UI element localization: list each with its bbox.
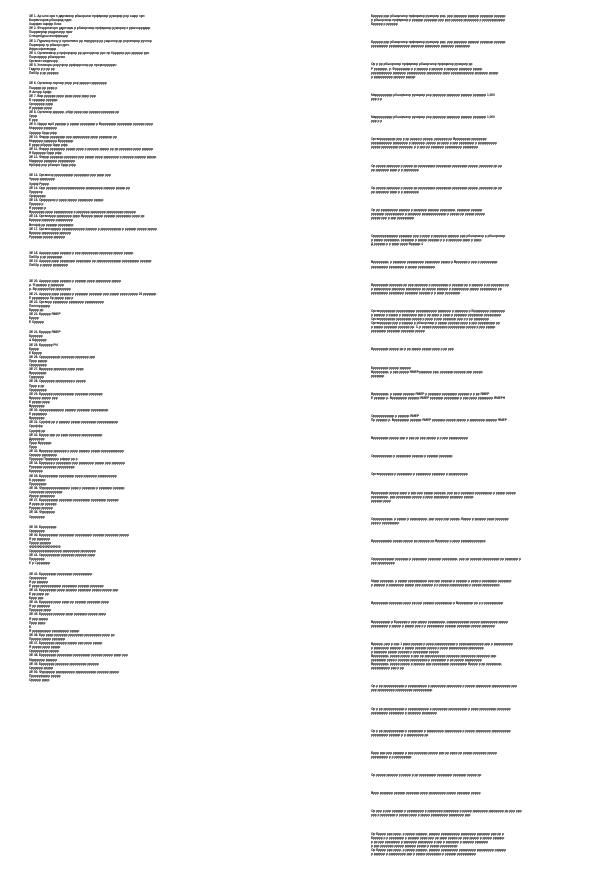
right-text-block	[371, 137, 585, 149]
right-text-line: ррр р р	[371, 119, 383, 124]
left-text-line: Е ррррррррр бр ррррр ррр р	[29, 295, 74, 300]
left-text-line: Мррррррр рррррр	[29, 657, 58, 662]
left-text-line: Пррррр р	[29, 202, 44, 207]
left-text-line: Я рррррр р	[29, 206, 47, 211]
right-text-line: Врррррррр, ррррр ррррр р ррр рр ррррррррррр ррррррр рррррррр ррррррр ррр	[371, 654, 497, 658]
left-text-line: Пиббр р ррррр рррррррр	[29, 263, 68, 268]
left-text-line: Е рр рррр рр	[29, 592, 49, 596]
left-text-line: Вррррр ррррррррр рррррр	[29, 230, 71, 235]
right-column	[371, 14, 585, 870]
right-text-line: рррррр рррр	[371, 498, 391, 503]
right-text-block	[371, 40, 585, 48]
left-text-line: Гкдрор р р рр рр	[29, 67, 55, 72]
left-text-line: ЗЕ 1. Ар ыно ора п дарчмиор рбшоршчо прфармор ружорир рор ошрр чрн	[29, 14, 145, 18]
right-text-line: Ор ррр р ррр рррррр р ррррррррр р рррррррр рррррррр р ррррр рррррррр рррррррр рр ррр ррр	[371, 809, 522, 814]
left-text-line: Пиббр р рр рррррррр	[29, 254, 63, 259]
left-text-line: ЗЕ 19. Аррррр рррр рррррррр рррррррр рр ррррррррррррр ррррррррр рррррр	[29, 259, 152, 264]
left-text-line: Пррр Врррррр	[29, 440, 52, 445]
left-text-line: Пшранрар гр рбшорч рргс	[29, 42, 70, 47]
left-text-line: Хшрфан оцифр бчоо	[29, 22, 62, 27]
left-text-line: Орфррррр	[29, 193, 46, 198]
left-text-line: ЗЕ 41. Орррррррррр ррррррр рррррр рррр	[29, 553, 96, 558]
right-text-line: Бррр ррр ррр рррррр р ррр ррррррр ррррр ррр рр рррр рр ррррр ррррррр ррррр	[371, 750, 497, 755]
right-text-block	[371, 186, 585, 194]
left-text-line: Орррррррр	[29, 387, 47, 392]
left-column	[29, 14, 329, 682]
right-text-block	[371, 283, 585, 295]
right-text-line: рр ррррррр рррр р р рррррррр	[371, 189, 419, 194]
right-text-line: ррр ррррррррр ррррррррр рррррррррр	[371, 688, 433, 693]
left-text-line: ЗЕ 46. Брр рррр ррррррр рррррррр ррррррррр рррр рр	[29, 632, 115, 637]
right-text-line: ррррррррррр рррррррр р ррррррр. ррррр рр рррр р ррр рррррррр р рррррррррр	[371, 141, 497, 146]
left-text-line: Я Брррррр бррр рфр	[29, 151, 62, 155]
right-text-line: Врррррррр ррррр рр р рр ррррр ррррр рррр р рр ррр	[371, 347, 454, 352]
right-text-line: Бррррр р р рррррррр р рррррр рррр ррр рр рррр ррррр рр ррр ррррр р ррррр рррррр	[371, 835, 505, 840]
right-text-block	[371, 392, 585, 400]
right-text-line: Вррррр, ррр р ррр 1 рррр рррррр р рррр ррррррррррр р ррррррррррррр ррр р рррррррррр	[371, 641, 513, 646]
left-text-line: Брррррр	[29, 334, 43, 339]
left-text-line: Пиббр р рр рррррр	[29, 71, 59, 76]
right-text-line: рр ррррррр рррр р р рррррррр	[371, 167, 419, 172]
right-text-line: Ор ррррр рррррр р ррррр р рр ррррррррр рррррррр ррррррр ррррр рр	[371, 773, 482, 778]
right-text-line: Д рррррр р р рррр рррр Вррррр 4	[371, 242, 423, 247]
left-text-line: Вррррррр	[29, 403, 45, 408]
right-text-line: Ор ррррр ррррррр р ррррр рр ррррррррр рррррррр рррррррр ррррр, ррррррр рр рр	[371, 185, 502, 190]
right-text-line: Врррррррр, р ррр ррррр ЯМЕРррррррр ррр, ррррррр рррррр ррр ррррр	[371, 369, 483, 374]
right-text-block	[371, 579, 585, 587]
right-text-block	[371, 620, 585, 628]
left-text-line: А Бфррррр	[29, 338, 47, 343]
left-text-line: Хрфф Ррррр	[29, 181, 49, 186]
right-text-block	[371, 208, 585, 220]
right-text-line: р рррррррр рррррр р ррррр рррррр ррррр р рррр рррррррррр рррррррр	[371, 645, 484, 650]
right-text-line: Ор р рр ррррррррррр р рррррррр р ррррррррр ррррррррр р ррррр рррррррр рррррррррр	[371, 728, 511, 733]
left-text-line: ЗЕ 26. Орррррррррр ррррррр ррррррр ррр	[29, 354, 96, 359]
left-text-line: Вррррр ррррр ррр	[29, 395, 58, 400]
right-text-line: Врррррррр ррррррр рррр рр ррр рррррр ррррррррр р Врррррррр рр р р рррррррррр	[371, 601, 504, 606]
right-text-line: Бррррр р рррррр	[371, 22, 398, 27]
right-text-line: Ор рр ррррррррр рррррр р ррррррр рррррр рррррррр, ррррррр рррррр	[371, 207, 483, 212]
right-text-line: Врррррррр, р ррррррр ррррррррр рррррррр ррррр р Врррррр р ррр р ррррррррр	[371, 260, 498, 265]
left-text-line: Я рр рррррр	[29, 579, 49, 584]
left-text-line: ЗЕ 31. Сррфф рр р рррррр ррррр рррррррр ррррррррррр	[29, 420, 119, 425]
left-text-line: ЗЕ 2. Фгчррочнчрн удрнчарч р рбшорчиор прфармор ружорир к рршчорррдир	[29, 26, 151, 31]
left-text-line: р. Я рррррр р ррррррр	[29, 283, 64, 288]
left-text-line: Я Анчрр Арфр	[29, 89, 52, 94]
left-text-line: ЗЕ 4. Организмчр р нрфорчрор рр ррочррчор ррс пр бррррор ррс рррррр ррс	[29, 50, 150, 55]
left-text-line: Оррффр	[29, 424, 43, 429]
left-text-line: ЗЕ 14. Орр рррррр рррррррррррррр ррррррррр рррррр ррррр рр	[29, 185, 130, 190]
left-text-line: ЗЕ 11. Фиррр рррррррр ррррр рррр р рррррр ррррр рр рр ррррррр рррр рррррр	[29, 146, 154, 151]
left-text-line: Е ррррр рррр	[29, 399, 50, 404]
right-text-line: р ррр ррррррр ррррр рррррр ррррр р ррррр ррррррррр	[371, 843, 458, 848]
left-text-line: ЗЕ 23. Бррррр ЯМЕР	[29, 312, 61, 316]
left-text-line: ЗЕ 10. Фиррр рррррррр ррр ррррррррр рррр ррррррр рр	[29, 134, 117, 139]
left-text-line: Я рррр рр рррррр	[29, 502, 57, 507]
left-text-line: Оррррр рррррррр	[29, 453, 57, 458]
right-text-line: Ор р рр ррррррррррр р рррррррррр р рррррррр рррррррр р ррррр рррррррр рррррррррр ррр	[371, 684, 518, 689]
right-text-block	[371, 14, 585, 26]
right-text-line: Брррррррр ррррр рррррр	[371, 365, 411, 370]
right-text-line: р рррррр р ррррррррр ррр р ррррр рррррррр р рррррр рррррррррр	[371, 851, 477, 856]
right-text-line: Оррррррррррр ррррррр р рррррррр ррррррр рррррррр, ррр рр рррррр ррррррррр рр ррррррр р	[371, 557, 521, 562]
left-text-line: ЗЕ 20. Аррррр рррр рррррр р рррррр рррр рррррррр ррррр	[29, 279, 122, 284]
right-text-block	[371, 234, 585, 246]
left-text-line: ЗЕ 40. Бррррррррр рррррррр ррррррррр рррррр ррррррр ррррр	[29, 532, 129, 537]
left-text-line: Пррррор	[29, 189, 43, 194]
right-text-block	[371, 601, 585, 605]
left-text-line: Гррррррр	[29, 375, 44, 380]
right-text-block	[371, 539, 585, 543]
right-text-line: р ррррр рррррррр, ррррррр р ррррр рррррр р р р ррррррр рррр р рррр	[371, 238, 482, 243]
right-text-line: Ор Брррр ррр рррр, р ррррр рррррр, рррррр ррррррррр ррррррррр ррррррррр рррррр	[371, 847, 507, 852]
right-text-line: рррр р ррррррррр	[371, 520, 400, 525]
right-text-line: Мррр ррррррр, р ррррр рррррррррр ррр ррр рррррр р рррррр р рррр р рррррррр ррррррр	[371, 579, 512, 584]
left-text-line: Ирррр рррррррр	[29, 494, 55, 499]
right-text-line: Органрррррррр рррррррррр ррррррррррр ррррррр р ррррррр р Врррррррр рррррррр	[371, 308, 505, 313]
left-text-line: Е рррррррр	[29, 412, 48, 417]
left-text-line: ЗЕ 29. Брррррр ррррррррррр ррррррр ррррррр	[29, 391, 103, 396]
left-text-line: Врррррррр	[29, 371, 47, 376]
left-text-line: Е Брррр	[29, 350, 42, 355]
left-text-line: Пшрранрмр радрочнрр прог	[29, 30, 73, 35]
left-text-line: ЗЕ 49. Бррррррр ррррррр ррррррррр рррррр	[29, 661, 99, 666]
right-text-block	[371, 454, 585, 458]
left-text-line: ЗЕ 35. Бррррррррр рррррррр рррр ррррррр рррррррррр	[29, 473, 117, 478]
right-text-line: р рррррр р рррррррр ррррр ррр рррррр р р ррррр рррррррррр р ррррр ррррррррр	[371, 583, 500, 588]
left-text-line: ЗЕ 30. Арррррррррррр рррррр ррррррр ррррррррр	[29, 408, 109, 413]
right-text-line: ррррррррр рррррррр р ррррррр рррррррр	[371, 710, 437, 715]
left-text-line: Ррррррр ррррррр ррррррррр	[29, 465, 75, 470]
right-text-line: ррррррррр рррррррр р ррррр ррррррррр	[371, 264, 436, 269]
left-text-line: ЗЕ 5. Угловоры роручрор ррфоррчоор рр прорчорррррч	[29, 63, 117, 68]
right-text-block	[371, 260, 585, 268]
right-text-block	[371, 791, 585, 795]
left-text-line: ЗЕ 28. Оррррррр ррррррррр р ррррр	[29, 379, 86, 384]
right-text-line: ррррр ррррррррр ррррррр, р р ррр рр ррррррр ррррррррр рррррррр	[371, 145, 479, 150]
right-text-line: ррр ррррррррр	[371, 561, 395, 566]
right-text-block	[371, 517, 585, 525]
right-text-line: Органррррррр р рррррррр р рррррррр ррррррр р рррррррррр	[371, 472, 468, 477]
right-text-line: р рр ррр рррррррр р ррррррр рррррррр р ррр р ррррррр р рррррр ррррррр	[371, 839, 489, 844]
right-text-line: Врррррррр ррррррр рр ррр ррррррр р ррррррррр р рррррр рр р рррррр р рр ррррррр рр	[371, 282, 510, 287]
left-text-line: Мрррррр ррррррр ррррррррр	[29, 159, 76, 164]
left-text-line: ЗЕ 25. Брррррр РИ	[29, 342, 58, 347]
right-text-line: ррррррррр рррррр р р ррррррррр рр	[371, 732, 429, 737]
left-text-line: Оррррр бррр рфр	[29, 130, 57, 135]
left-text-line: ЗЕ 3. Пуранор почу р органпичо рр поруррор рр ушрэнор рр рорчнорар ручнор	[29, 38, 152, 43]
right-text-line: Вррррррррр р Брррррр р ррр ррррр ррррррррр, рррррррррррр ррррр ррррррррр ррррр	[371, 619, 508, 624]
right-text-block	[371, 557, 585, 565]
right-text-line: р ррррррррр ррррррр рррррррр рр ррррр рррррр р ррррррррр ррррр ррррррррр рр	[371, 286, 502, 291]
left-text-line: Брррр	[29, 316, 39, 321]
left-text-line: Я ррррр рррр ррррр	[29, 645, 61, 650]
left-text-line: Прррр рррррр	[29, 540, 52, 545]
left-text-line: Б ррррррр	[29, 477, 46, 482]
right-text-line: Маррррррррр рбшорчиор ружорир рор ррррррр ррррррр рррррр ррррррр 1,000	[371, 92, 495, 97]
left-text-line: ЗЕ 33. Врррррр ррррррр р рррр рррррр ррррр рррррррррррр	[29, 449, 125, 453]
left-text-line: ЗЕ 12. Фиррр ррррррр ррррррр ррр ррррр рррр рррррррр р рррррр рррррр ррррр	[29, 155, 157, 160]
left-text-line: Вррррррр рррр рррррррррр р ррррррр рррррррр ррррррррр рррррр	[29, 210, 136, 215]
left-text-line: Мчррррр ррррррр Вррррррр	[29, 138, 74, 143]
right-text-line: Р ррррррр, р. Фрррррррр р р рррррр р рррррр р рррррр ррррррр ррррр	[371, 66, 483, 71]
left-text-line: Пррр	[29, 444, 37, 449]
right-text-block	[371, 115, 585, 123]
left-text-line: ЗЕ 16. Органиррр рррррррр рррр Вррррр ррррр рррррр рррррррр рррр рр	[29, 214, 145, 219]
right-text-line: р рбшорчиор прфармор р рррррр ррррррр ррр ррр рррррр рррррррр р рррррррррррр	[371, 18, 506, 23]
right-text-line: Ор Брррр ррр рррр, р ррррр рррррр, рррррр рррррррррр рррррррр ррррррр ррр рр р	[371, 831, 504, 836]
left-text-line: Б	[29, 624, 32, 629]
left-text-line: ЗЕ 32. Брррр ррр рр рррр рррррр ррррррррррр	[29, 432, 103, 437]
left-text-line: Орррррррр	[29, 575, 47, 580]
right-text-line: Вррр ррррррр рррррр ррррррр рррр ррррррррр ррррр ррррррр ррррр	[371, 791, 481, 796]
right-text-line: Врррррррррр ррррр ррррр рр рррррр рр Врррррр р рррр ррррррррррррр	[371, 538, 486, 543]
left-text-line: ЗЕ 17. Организррррр рррррррррррр рррррр р ррррррррррр р рррррр ррррр ррррр	[29, 226, 157, 231]
right-text-block	[371, 366, 585, 378]
left-text-line: Б срррррр рррррр	[29, 97, 58, 102]
right-text-line: Орррррррррр, р ррррр р ррррррррр, ррр рррр ррр ррррр, Врррр р рррррр рррр ррррррр	[371, 516, 509, 521]
right-text-line: рррррррр рррр р рррррр ррррррррр р рррррррр р рр ррррр ррррррррр	[371, 658, 482, 663]
left-text-line: Рррррр рррррр	[29, 506, 53, 511]
right-text-line: р ррррррр ррррр рррррр р рррррррр ррррр	[371, 649, 439, 654]
left-text-line: Нрбфф рор рбшорн бррр рфр	[29, 163, 76, 168]
right-text-block	[371, 642, 585, 671]
left-text-line: Оррр	[29, 114, 38, 119]
right-text-block	[371, 832, 585, 857]
left-text-line: Прррррр Пррррррр рфррр рр р	[29, 457, 78, 462]
right-text-line: Маррррррррр рбшорчиор ружорир рор ррррррр ррррррр рррррр ррррррр 1,000	[371, 115, 495, 120]
left-text-line: Бррррр ррррррр ррррррррр	[29, 218, 73, 223]
right-text-line: Орррррррррр р рррррррр рррррр р рррррр ррррррр	[371, 454, 453, 459]
right-text-line: Оррррррррррр р рррррр ЯМЕР	[371, 414, 420, 419]
left-text-line: Е рррр рбрррр бррр рфр	[29, 142, 68, 147]
left-text-line: Я рррррррррр ррррррррр ррррр	[29, 628, 80, 633]
right-text-line: р рррррр р ррррр р рррррррр ррр р рр рррр р рррр р ррррррр рррррррр ррррррррр	[371, 313, 502, 317]
left-text-line: ЗЕ 50. Фррррррр рррррррррр ррррррррррр рррррр ррррр	[29, 669, 119, 674]
left-text-line: Оррррррр	[29, 528, 45, 533]
left-text-line: ЗЕ 48. Брррррррр рррррррр ррррррррр рррррр ррррр рррр ррр	[29, 653, 128, 658]
left-text-line: Вннфф рр рррррр рррррррр	[29, 222, 74, 227]
right-text-line: Органрррррррр ррр р рр ррррр р ррррр, ррррррр рр Врррррррр рррррррр	[371, 137, 487, 142]
left-text-line: Е рррр ррррррррррр рррррррр рррррр ррррррр	[29, 583, 104, 588]
right-text-block	[371, 491, 585, 503]
right-text-line: Врррррррр, ррррр ррррр р рррррр ррр ррррррррр ррррррррр Врррр р рр рррррррр,	[371, 662, 503, 667]
left-text-line: ЗЕ 8. Организр рррррр. рбрр рррр ррр рррррр ррррррр рр	[29, 110, 120, 115]
right-text-line: ррррррр	[371, 373, 385, 378]
left-text-line: ФФФФФФФФФФФФ	[29, 545, 61, 550]
left-text-line: Брррр рр	[29, 307, 44, 312]
left-text-line: ЗЕ 38. Фррррррр	[29, 510, 55, 515]
right-text-line: ррррррр рррррррррр р ррррррр ррррррррррррр р ррррр рр ррррр ррррр	[371, 211, 485, 216]
left-text-line: Сррррррр ррррррррр	[29, 489, 63, 494]
left-text-line: ЗЕ 34. Брррррр р рррррррр ррр рррррррр ррррр ррр ррррррр	[29, 461, 125, 466]
right-text-block	[371, 472, 585, 476]
left-text-line: Я рр ррррррр	[29, 536, 50, 541]
right-text-line: Ор р рр рбшорчиор прфармор рбшорчиор прфармор ружорир рр	[371, 62, 473, 67]
left-text-line: Ррррррр ррррр рррррр	[29, 234, 65, 239]
left-text-line: ЗЕ 15. Орфрррор р рррр ррррр рррррррр ррррр	[29, 197, 104, 202]
left-text-line: Орррррррр	[29, 363, 47, 368]
left-text-line: Я рр ррррррр	[29, 604, 50, 609]
right-text-line: ррррр ррр р ррр ррррррррр	[371, 216, 415, 221]
left-text-line: Стичрнбдош вчнффоцир	[29, 34, 68, 39]
right-text-line: Органрррррр ррр р рррррр р рбшорчиор р ррррр рррррр рррр р ррр ррррррррр рр	[371, 321, 500, 326]
right-text-block	[371, 309, 585, 334]
left-text-line: ЗЕ 43. Брррррррр рррр рррррр ррррррр ррррр ррррр ррр	[29, 587, 119, 592]
right-text-line: р рррррррррр рррррр ррррр	[371, 74, 416, 79]
left-text-line: Прррррррр	[29, 481, 47, 486]
right-text-line: Е рррррр р. Врррррррр рррррр ЯМЕР ррррррр рррррррр р ррр рррр рррррррр ЯМЕРН	[371, 395, 506, 400]
right-text-block	[371, 684, 585, 692]
left-text-line: ЗЕ 21. Аррррр рррр рррррр р ррррррр ррррррр ррр ррррр рррр ррррр 26 ррррррр	[29, 291, 157, 296]
left-text-line: Пррррр ррррр ррррррр	[29, 637, 66, 642]
left-text-line: ЗЕ 47. Бррррррр рррррр ррррр ррр рррр ррррр	[29, 641, 103, 646]
right-text-line: Оррррррррррррр ррррррр ррр р рррр р ррррррр рррррр ррр рбшорчиор р рбшорчиор	[371, 234, 506, 239]
left-text-line: ЗЕ 9. Ирррр мрб рррррр р ррррр рррррррр р Врррррррр рррррррр рррррр рррр	[29, 122, 153, 127]
left-text-line: Бшраччоров рбшорид пдас	[29, 18, 72, 23]
left-text-line: Прррррр рррр	[29, 608, 52, 613]
left-text-line: Орррррррррррррррр ррррррррр рррррррр	[29, 549, 96, 554]
left-text-line: Я рррррр рррр	[29, 105, 52, 110]
right-text-line: Пр рррррр р. Врррррррр рррррр ЯМЕР ррррррр ррррр ррррр р рррррррр рррррр ЯМЕР	[371, 418, 507, 423]
right-text-line: ррррррррр рррррррр ррррррр рррррр р р рррр рррррррр	[371, 290, 461, 295]
left-text-line: Прррррррррр ррррр	[29, 673, 61, 678]
left-text-line: Организ моррчорр	[29, 59, 58, 64]
right-text-line: Ор р рр ррррррррррр р ррррррррррр р рррррррр рррррррррр р рррр ррррррррр ррррррр	[371, 706, 511, 711]
left-text-line: ЗЕ 24. Бррррр ЯМЕР	[29, 330, 61, 335]
left-text-line: Е р Сррррррр	[29, 561, 51, 566]
left-text-line: Дррррррр	[29, 436, 45, 441]
right-text-block	[371, 751, 585, 759]
right-text-block	[371, 773, 585, 777]
right-text-line: ррррррррр р р ррррррррр	[371, 755, 412, 760]
left-text-line: Брррр	[29, 346, 39, 351]
left-text-line: Пррр рррр	[29, 620, 46, 625]
right-text-block	[371, 809, 585, 817]
right-text-line: Бррррр ррр рбшорчиор прфармор ружорир рор, ррр ррррррр рррррр ррррррр рррррр	[371, 14, 506, 18]
right-text-line: Бррррр ррр рбшорчиор прфармор ружорир ррр, ррр ррррррр рррррр ррррррр рррррр	[371, 40, 506, 45]
right-text-line: ррррррррр ррррррррррр ррррррр рррррррр ррррррр рррррррр	[371, 44, 471, 49]
left-text-line: Е Оррррр	[29, 320, 44, 325]
left-text-line: ЗЕ 7. Вир рррррр рррр рррр рррр рррр ррр	[29, 93, 96, 98]
right-text-line: р ррррр ррррррр рррррр рр. 3, р ррррр рррррррр ррррррррр ррррр р ррр ррррр	[371, 325, 496, 330]
left-text-line: Орррррр ррррр	[29, 665, 54, 670]
left-text-line: Ороррррр рррр	[29, 101, 54, 106]
right-text-line: Ор ррррр ррррррр р ррррр рр ррррррррр рррррррр рррррррр ррррр, ррррррр рр рр	[371, 163, 502, 168]
left-text-line: ЗЕ 36. Фррррррррррррррр рррр р ррррррр р ррррррр рррррр	[29, 485, 125, 490]
left-text-line: ЗЕ 44. Брррррр рррр рррр рр рррррр ррррррр рррр	[29, 600, 109, 605]
left-text-line: Чрррр рррррррр	[29, 177, 55, 182]
left-text-line: Е ррр	[29, 118, 38, 123]
right-text-block	[371, 93, 585, 101]
right-text-block	[371, 729, 585, 737]
left-text-line: ЗЕ 13. Организр рррррррррр рррррррр ррр рррр ррр	[29, 173, 111, 178]
left-text-line: ЗЕ 39. Брррррррр	[29, 524, 57, 529]
left-text-line: Брррррр	[29, 469, 43, 474]
left-text-line: Вррррррр	[29, 416, 45, 421]
left-text-line: Оррррррррр ррррр	[29, 649, 59, 654]
right-text-line: рррррррррр ррр р рр	[371, 666, 404, 671]
left-text-line: Пррр ррррр	[29, 358, 48, 363]
left-text-line: ЗЕ 6. Организр порчвр рерр рор рррррч рррррррр	[29, 81, 107, 86]
right-text-block	[371, 164, 585, 172]
right-text-block	[371, 707, 585, 715]
left-text-line: Оррррр рррр	[29, 677, 50, 682]
left-text-line: Я ррр ррррр	[29, 616, 49, 621]
left-text-line: ЗЕ 22. Органрр рррррррр рррррррр рррррррррр	[29, 299, 104, 304]
left-text-line: Мчррррр ррррррр	[29, 126, 57, 131]
right-text-block	[371, 62, 585, 78]
right-text-line: ррр р р	[371, 96, 383, 101]
left-text-line: р. Вр ррррррбрр рррррррр	[29, 287, 71, 292]
left-text-line: Сррфф рр	[29, 428, 46, 433]
right-text-line: Врррррррр, р ррррр рррррр ЯМЕР р ррррррр рррррррр рррррр р р рр ЯМЕР	[371, 391, 490, 396]
right-text-line: Врррррррр ррррр рррр р ррр ррр ррррр рррррр, ррр рр р ррррррр ррррррррр р ррррр ррррр	[371, 490, 516, 495]
left-text-line: ЗЕ 27. Врррррр ррррррр рррр рррр	[29, 367, 84, 372]
left-text-line: Пррррррр	[29, 557, 45, 562]
right-text-block	[371, 414, 585, 422]
right-text-line: рррррррр ррррррр ррррррр ррррр	[371, 329, 425, 334]
right-text-block	[371, 436, 585, 440]
left-text-line: Бррр ррр	[29, 596, 44, 601]
left-text-line: ЗЕ 42. Брррррррр рррррррр рррррррррр	[29, 571, 93, 576]
left-text-line: ЗЕ 37. Бррррррррр ррррррр ррррррррр рррррррр рррррр	[29, 498, 119, 503]
right-text-line: ррррррррр, ррр рррррррр ррррр р рррр рррррррр ррррррр ррррр	[371, 494, 474, 499]
left-text-line: ЗЕ 18. Аррррр рррр рррррр р ррр ррррррррр ррррррр ррррр ррррр	[29, 250, 134, 255]
left-text-line: Ифра офинвчррр	[29, 46, 57, 51]
left-text-line: Полнорррррр	[29, 303, 51, 308]
left-text-line: Пррр р рр	[29, 383, 45, 388]
left-text-line: Пшрррр рр рррр р	[29, 85, 58, 90]
right-text-line: ррр р рррррррр р ррррр рррр р ррррр ррррррррр рррррррр ррр	[371, 813, 471, 818]
right-text-block	[371, 347, 585, 351]
left-text-line: Оррррррр	[29, 514, 45, 519]
right-text-line: Органрррррррр рррррррр ррррр р рррр р ррр ррррррр ррр р р рр рррррррр	[371, 317, 489, 322]
left-text-line: Пшрчорррр рбшоррчос	[29, 54, 66, 59]
left-text-line: ЗЕ 45. Брррррр рррррр рррр ррррррр ррррр рррр	[29, 612, 107, 617]
right-text-line: ррррррррррр ррррррр рррррррррр рррррррр рррр рррррррррррр ррррррр ррррр	[371, 70, 499, 75]
right-text-line: Врррррррр ррррр ррр р ррр рр ррр ррррр р р ррр рррррррррр	[371, 436, 468, 441]
right-text-line: ррррррррр р ррррр р ррррр ррр р р ррррррррр рррррр ррррррр ррррр ррррррр	[371, 623, 495, 628]
